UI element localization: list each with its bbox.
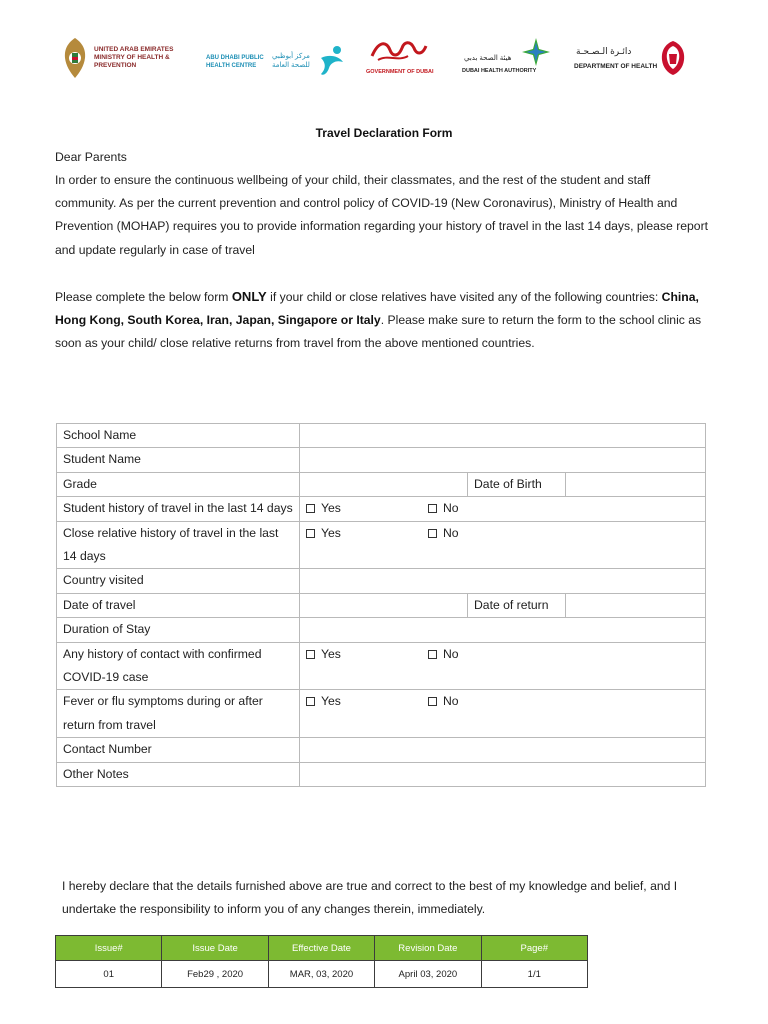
table-row bbox=[57, 642, 706, 690]
option-label: Yes bbox=[321, 525, 341, 540]
dubai-government-logo bbox=[362, 30, 440, 90]
checkbox-icon[interactable] bbox=[306, 529, 315, 538]
checkbox-icon[interactable] bbox=[428, 504, 437, 513]
date-of-birth-label: Date of Birth bbox=[468, 472, 566, 496]
date-of-return-input[interactable] bbox=[566, 593, 706, 617]
travel-form-table bbox=[56, 423, 706, 787]
student-travel-yes-option[interactable] bbox=[306, 497, 428, 520]
dubai-calligraphy-icon bbox=[368, 36, 428, 64]
checkbox-icon[interactable] bbox=[306, 697, 315, 706]
table-row bbox=[57, 472, 706, 496]
covid-contact-yes-option[interactable] bbox=[306, 643, 428, 666]
student-travel-no-option[interactable] bbox=[428, 497, 459, 520]
duration-of-stay-input[interactable] bbox=[300, 618, 706, 642]
adphc-logo-arabic2: للصحة العامة bbox=[272, 62, 310, 69]
fever-yes-option[interactable] bbox=[306, 690, 428, 713]
option-label: No bbox=[443, 525, 459, 540]
duration-of-stay-label: Duration of Stay bbox=[57, 618, 300, 642]
table-row bbox=[57, 448, 706, 472]
uae-emblem-icon bbox=[60, 36, 90, 80]
relative-travel-label: Close relative history of travel in the last 14 days bbox=[57, 521, 300, 569]
page-number-header: Page# bbox=[481, 936, 587, 961]
instructions-paragraph bbox=[55, 285, 711, 356]
moh-logo bbox=[60, 30, 200, 90]
student-name-label: Student Name bbox=[57, 448, 300, 472]
adphc-logo-line1: ABU DHABI PUBLIC bbox=[206, 55, 264, 61]
adphc-logo-arabic1: مركز أبوظبي bbox=[272, 53, 310, 60]
doh-logo-arabic: دائـرة الـصـحـة bbox=[576, 46, 632, 56]
table-row bbox=[57, 497, 706, 521]
revision-header-row bbox=[56, 936, 588, 961]
revision-date-header: Revision Date bbox=[375, 936, 481, 961]
instructions-part2: if your child or close relatives have visited any of the following countries: bbox=[266, 290, 662, 304]
fever-symptoms-label: Fever or flu symptoms during or after return from travel bbox=[57, 690, 300, 738]
page-number-value: 1/1 bbox=[481, 961, 587, 988]
doh-logo bbox=[572, 30, 696, 90]
table-row bbox=[57, 424, 706, 448]
effective-date-value: MAR, 03, 2020 bbox=[268, 961, 374, 988]
dha-star-icon bbox=[522, 38, 550, 66]
effective-date-header: Effective Date bbox=[268, 936, 374, 961]
abu-dhabi-emblem-icon bbox=[658, 40, 688, 76]
logo-bar bbox=[0, 30, 768, 96]
contact-number-input[interactable] bbox=[300, 738, 706, 762]
issue-number-value: 01 bbox=[56, 961, 162, 988]
date-of-travel-input[interactable] bbox=[300, 593, 468, 617]
option-label: No bbox=[443, 646, 459, 661]
dha-logo-label: DUBAI HEALTH AUTHORITY bbox=[462, 68, 537, 74]
contact-number-label: Contact Number bbox=[57, 738, 300, 762]
date-of-travel-label: Date of travel bbox=[57, 593, 300, 617]
table-row bbox=[57, 690, 706, 738]
country-visited-input[interactable] bbox=[300, 569, 706, 593]
revision-date-value: April 03, 2020 bbox=[375, 961, 481, 988]
moh-logo-line1: UNITED ARAB EMIRATES bbox=[94, 46, 174, 53]
date-of-birth-input[interactable] bbox=[566, 472, 706, 496]
student-travel-options bbox=[300, 497, 706, 521]
dubai-logo-label: GOVERNMENT OF DUBAI bbox=[366, 69, 434, 75]
form-title: Travel Declaration Form bbox=[315, 126, 453, 140]
fever-no-option[interactable] bbox=[428, 690, 459, 713]
grade-input[interactable] bbox=[300, 472, 468, 496]
date-of-return-label: Date of return bbox=[468, 593, 566, 617]
grade-label: Grade bbox=[57, 472, 300, 496]
school-name-input[interactable] bbox=[300, 424, 706, 448]
option-label: No bbox=[443, 694, 459, 709]
covid-contact-options bbox=[300, 642, 706, 690]
student-travel-label: Student history of travel in the last 14 days bbox=[57, 497, 300, 521]
checkbox-icon[interactable] bbox=[306, 650, 315, 659]
countries-list: China, Hong Kong, South Korea, Iran, Japan, Singapore or Italy bbox=[55, 290, 699, 328]
covid-contact-no-option[interactable] bbox=[428, 643, 459, 666]
school-name-label: School Name bbox=[57, 424, 300, 448]
checkbox-icon[interactable] bbox=[306, 504, 315, 513]
dha-logo-arabic: هيئة الصحة بدبي bbox=[464, 55, 512, 62]
revision-table bbox=[55, 935, 588, 988]
declaration-paragraph: I hereby declare that the details furnished above are true and correct to the best of my knowledge and belief, and I undertake the responsibility to inform you of any changes therein, immediately. bbox=[62, 879, 678, 916]
adphc-logo bbox=[204, 30, 354, 90]
instructions-part1: Please complete the below form bbox=[55, 290, 232, 304]
only-emphasis: ONLY bbox=[231, 289, 267, 304]
table-row bbox=[57, 521, 706, 569]
other-notes-label: Other Notes bbox=[57, 762, 300, 786]
table-row bbox=[57, 762, 706, 786]
moh-logo-line2: MINISTRY OF HEALTH & PREVENTION bbox=[94, 54, 170, 69]
table-row bbox=[57, 618, 706, 642]
dha-logo bbox=[460, 30, 570, 90]
other-notes-input[interactable] bbox=[300, 762, 706, 786]
fever-symptoms-options bbox=[300, 690, 706, 738]
option-label: Yes bbox=[321, 694, 341, 709]
relative-travel-no-option[interactable] bbox=[428, 522, 459, 545]
table-row bbox=[57, 569, 706, 593]
checkbox-icon[interactable] bbox=[428, 529, 437, 538]
adphc-logo-line2: HEALTH CENTRE bbox=[206, 63, 257, 69]
greeting: Dear Parents bbox=[55, 150, 127, 164]
instructions-part3: . Please make sure to return the form to the school clinic as soon as your child/ close relative returns from travel from the above mentioned countries. bbox=[55, 313, 702, 351]
country-visited-label: Country visited bbox=[57, 569, 300, 593]
option-label: Yes bbox=[321, 646, 341, 661]
relative-travel-yes-option[interactable] bbox=[306, 522, 428, 545]
table-row bbox=[57, 738, 706, 762]
option-label: Yes bbox=[321, 501, 341, 516]
issue-date-value: Feb29 , 2020 bbox=[162, 961, 268, 988]
issue-number-header: Issue# bbox=[56, 936, 162, 961]
table-row bbox=[57, 593, 706, 617]
relative-travel-options bbox=[300, 521, 706, 569]
checkbox-icon[interactable] bbox=[428, 697, 437, 706]
adphc-figure-icon bbox=[317, 44, 347, 78]
student-name-input[interactable] bbox=[300, 448, 706, 472]
intro-paragraph: In order to ensure the continuous wellbeing of your child, their classmates, and the rest of the student and staff community. As per the current prevention and control policy of COVID-19 (New Coronavirus), Ministry of Health and Prevention (MOHAP) requires you to provide information regarding your history of travel in the last 14 days, please report and update regularly in case of travel bbox=[55, 173, 709, 257]
checkbox-icon[interactable] bbox=[428, 650, 437, 659]
covid-contact-label: Any history of contact with confirmed COVID-19 case bbox=[57, 642, 300, 690]
revision-data-row bbox=[56, 961, 588, 988]
option-label: No bbox=[443, 501, 459, 516]
issue-date-header: Issue Date bbox=[162, 936, 268, 961]
doh-logo-label: DEPARTMENT OF HEALTH bbox=[574, 63, 658, 70]
